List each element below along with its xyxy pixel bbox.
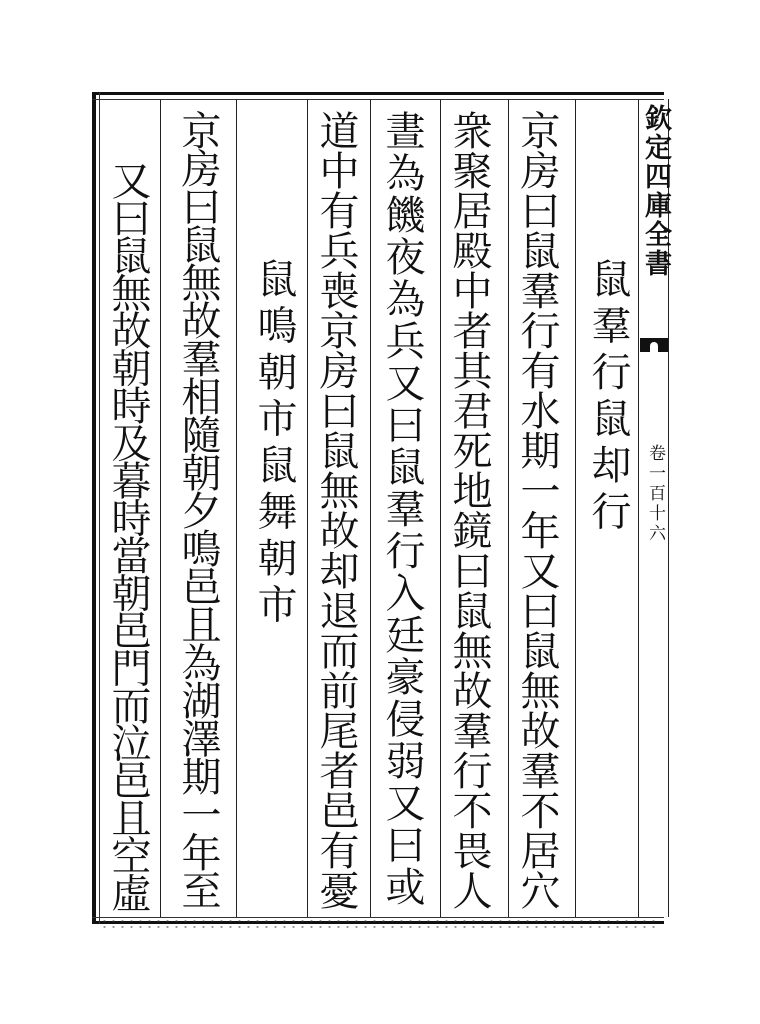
- text-segment: 又曰或: [379, 782, 425, 908]
- column-rule: [307, 99, 308, 917]
- heading-column-1: [586, 258, 630, 537]
- gutter-volume-number: 卷一百十六: [645, 444, 665, 544]
- text-segment: 京房曰鼠羣行有水期一年: [514, 110, 560, 550]
- text-column-3: [380, 110, 424, 908]
- text-column-5: [176, 110, 220, 908]
- text-segment: 晝為饑夜為兵: [379, 110, 425, 362]
- heading-rat-dance: 鼠舞朝市: [251, 444, 297, 630]
- column-rule: [160, 99, 161, 917]
- text-column-1: [515, 110, 559, 910]
- heading-rat-group: 鼠羣行: [585, 258, 631, 398]
- text-segment: 又曰鼠羣行入廷豪侵弱: [379, 362, 425, 782]
- text-column-6: [106, 160, 150, 910]
- column-rule: [236, 99, 237, 917]
- text-segment: 京房曰鼠無故羣相隨朝夕鳴邑且為湖澤期一年至: [175, 110, 221, 908]
- text-segment: 又曰鼠無故朝時及暮時當朝邑門而泣邑且空虛: [105, 160, 151, 910]
- heading-rat-cry: 鼠鳴朝市: [251, 258, 297, 444]
- frame-inner-top-rule: [92, 99, 664, 100]
- heading-column-2: [252, 258, 296, 630]
- column-rule: [440, 99, 441, 917]
- text-segment: 京房曰鼠無故却退而前尾者邑有憂: [313, 310, 359, 910]
- gutter-title: 欽定四庫全書: [640, 104, 671, 278]
- scan-speckle-decoration: [100, 918, 660, 930]
- text-column-4: [314, 110, 358, 910]
- text-segment: 地鏡曰鼠無故羣行不畏人: [446, 470, 492, 910]
- column-rule: [508, 99, 509, 917]
- gutter-rule: [638, 99, 639, 917]
- text-segment: 道中有兵喪: [313, 110, 359, 310]
- column-rule: [575, 99, 576, 917]
- text-segment: 又曰鼠無故羣不居穴: [514, 550, 560, 910]
- text-segment: 衆聚居殿中者其君死: [446, 110, 492, 470]
- heading-rat-retreat: 鼠却行: [585, 397, 631, 537]
- column-rule: [370, 99, 371, 917]
- frame-inner-left-rule: [99, 92, 100, 924]
- fishtail-mark-icon: [640, 338, 668, 352]
- text-column-2: [447, 110, 491, 910]
